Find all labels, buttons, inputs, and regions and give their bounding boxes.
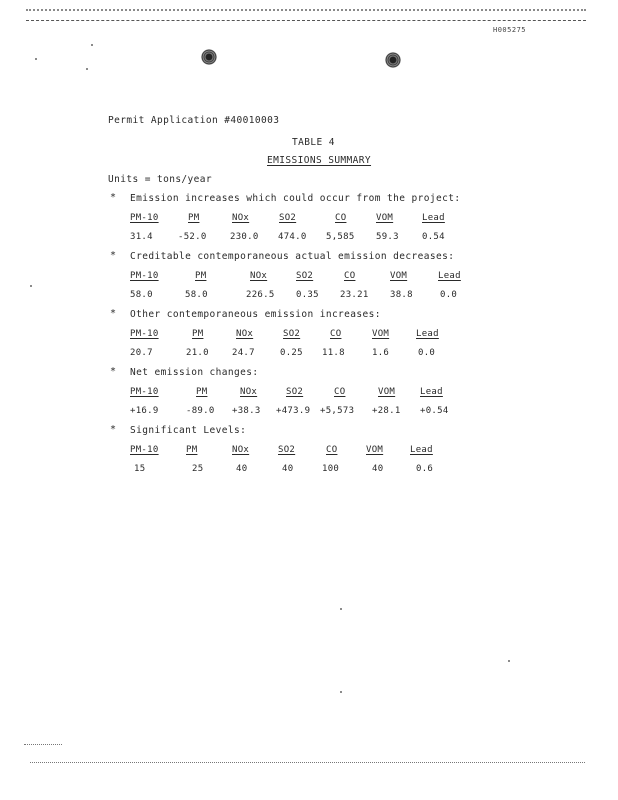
col-header-co: CO	[326, 445, 338, 455]
value-vom: +28.1	[372, 406, 401, 416]
units-line: Units = tons/year	[108, 174, 213, 185]
value-lead: 0.0	[418, 348, 436, 358]
value-pm: 58.0	[185, 290, 208, 300]
col-header-pm: PM	[196, 387, 208, 397]
value-pm: -52.0	[178, 232, 207, 242]
value-pm: -89.0	[186, 406, 215, 416]
col-header-vom: VOM	[390, 271, 408, 281]
section-bullet: *	[110, 250, 117, 261]
value-so2: 0.25	[280, 348, 303, 358]
value-nox: 40	[236, 464, 248, 474]
scan-speck	[30, 285, 32, 287]
scan-speck	[508, 660, 510, 662]
value-vom: 40	[372, 464, 384, 474]
col-header-pm: PM	[186, 445, 198, 455]
table-title: EMISSIONS SUMMARY	[267, 155, 372, 166]
bates-number: H005275	[493, 26, 527, 34]
col-header-vom: VOM	[366, 445, 384, 455]
col-header-nox: NOx	[236, 329, 254, 339]
value-co: 100	[322, 464, 340, 474]
col-header-pm10: PM-10	[130, 271, 159, 281]
value-vom: 1.6	[372, 348, 390, 358]
col-header-co: CO	[335, 213, 347, 223]
section-title: Creditable contemporaneous actual emission decreases:	[130, 251, 455, 262]
value-pm10: 31.4	[130, 232, 153, 242]
col-header-so2: SO2	[286, 387, 304, 397]
seal-right-icon	[385, 52, 401, 68]
value-nox: 24.7	[232, 348, 255, 358]
section-bullet: *	[110, 366, 117, 377]
col-header-pm: PM	[192, 329, 204, 339]
scan-noise-top	[26, 9, 586, 13]
col-header-pm10: PM-10	[130, 445, 159, 455]
scan-speck	[340, 608, 342, 610]
value-pm10: 58.0	[130, 290, 153, 300]
scan-noise-left	[24, 744, 62, 745]
col-header-lead: Lead	[420, 387, 443, 397]
section-bullet: *	[110, 308, 117, 319]
col-header-pm10: PM-10	[130, 329, 159, 339]
seal-left-icon	[201, 49, 217, 65]
col-header-nox: NOx	[232, 445, 250, 455]
col-header-lead: Lead	[410, 445, 433, 455]
col-header-vom: VOM	[376, 213, 394, 223]
value-co: 23.21	[340, 290, 369, 300]
scan-speck	[86, 68, 88, 70]
value-nox: +38.3	[232, 406, 261, 416]
scan-speck	[340, 691, 342, 693]
value-vom: 59.3	[376, 232, 399, 242]
col-header-pm: PM	[195, 271, 207, 281]
col-header-vom: VOM	[372, 329, 390, 339]
value-co: 11.8	[322, 348, 345, 358]
col-header-pm10: PM-10	[130, 387, 159, 397]
table-number: TABLE 4	[292, 137, 335, 148]
value-vom: 38.8	[390, 290, 413, 300]
col-header-pm10: PM-10	[130, 213, 159, 223]
section-bullet: *	[110, 192, 117, 203]
value-lead: +0.54	[420, 406, 449, 416]
section-title: Significant Levels:	[130, 425, 247, 436]
col-header-lead: Lead	[416, 329, 439, 339]
value-nox: 230.0	[230, 232, 259, 242]
value-so2: 0.35	[296, 290, 319, 300]
col-header-nox: NOx	[250, 271, 268, 281]
section-title: Other contemporaneous emission increases:	[130, 309, 381, 320]
col-header-co: CO	[344, 271, 356, 281]
value-pm: 21.0	[186, 348, 209, 358]
col-header-co: CO	[334, 387, 346, 397]
col-header-so2: SO2	[279, 213, 297, 223]
col-header-vom: VOM	[378, 387, 396, 397]
section-title: Emission increases which could occur from the project:	[130, 193, 461, 204]
col-header-lead: Lead	[422, 213, 445, 223]
section-bullet: *	[110, 424, 117, 435]
value-co: 5,585	[326, 232, 355, 242]
col-header-co: CO	[330, 329, 342, 339]
scan-speck	[35, 58, 37, 60]
value-so2: 40	[282, 464, 294, 474]
col-header-nox: NOx	[232, 213, 250, 223]
value-pm: 25	[192, 464, 204, 474]
value-pm10: 15	[134, 464, 146, 474]
col-header-so2: SO2	[278, 445, 296, 455]
value-so2: 474.0	[278, 232, 307, 242]
permit-line: Permit Application #40010003	[108, 115, 280, 126]
col-header-so2: SO2	[283, 329, 301, 339]
section-title: Net emission changes:	[130, 367, 259, 378]
scan-speck	[91, 44, 93, 46]
col-header-nox: NOx	[240, 387, 258, 397]
col-header-lead: Lead	[438, 271, 461, 281]
scan-noise-bottom	[30, 762, 585, 765]
value-nox: 226.5	[246, 290, 275, 300]
value-so2: +473.9	[276, 406, 311, 416]
value-lead: 0.54	[422, 232, 445, 242]
col-header-pm: PM	[188, 213, 200, 223]
col-header-so2: SO2	[296, 271, 314, 281]
value-pm10: 20.7	[130, 348, 153, 358]
value-lead: 0.6	[416, 464, 434, 474]
value-lead: 0.0	[440, 290, 458, 300]
scan-noise-top-2	[26, 20, 586, 23]
value-co: +5,573	[320, 406, 355, 416]
value-pm10: +16.9	[130, 406, 159, 416]
